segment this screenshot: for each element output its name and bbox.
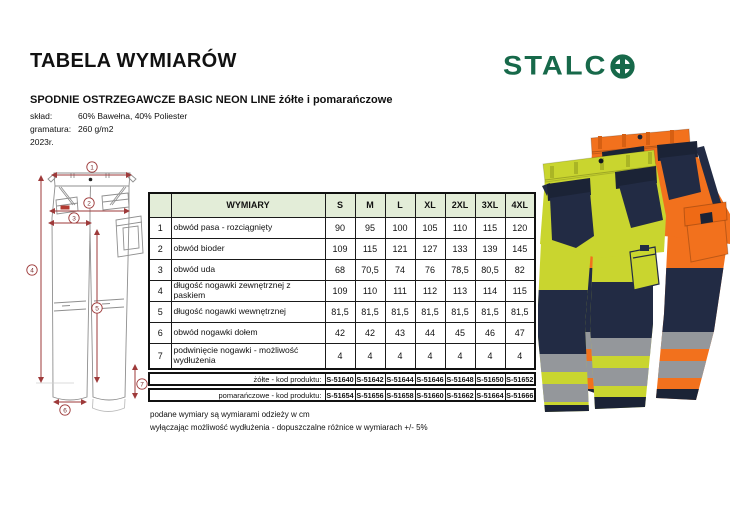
measurement-label: długość nogawki zewnętrznej z paskiem: [171, 280, 325, 301]
waist-button: [89, 178, 93, 182]
measurement-value: 44: [415, 322, 445, 343]
product-code: S-51662: [446, 390, 474, 400]
measurement-value: 110: [445, 217, 475, 238]
measurement-value: 90: [325, 217, 355, 238]
measurement-value: 42: [355, 322, 385, 343]
product-code: S-51650: [476, 374, 504, 384]
measurement-value: 109: [325, 238, 355, 259]
table-row: [149, 259, 535, 280]
spec-value: 260 g/m2: [78, 124, 114, 134]
measurement-value: 145: [505, 238, 535, 259]
spec-value: 60% Bawełna, 40% Poliester: [78, 111, 188, 121]
measurement-value: 81,5: [445, 301, 475, 322]
table-row: [149, 238, 535, 259]
size-column-header: 3XL: [475, 193, 505, 217]
measurement-value: 42: [325, 322, 355, 343]
callout-number: 4: [30, 267, 34, 275]
product-code-rows: [148, 372, 538, 402]
measurement-value: 4: [445, 343, 475, 369]
product-code: S-51642: [356, 374, 384, 384]
measurement-value: 70,5: [355, 259, 385, 280]
measurement-label: obwód uda: [171, 259, 325, 280]
spec-sklad: [30, 110, 187, 123]
measurement-value: 46: [475, 322, 505, 343]
table-header-row: [149, 193, 535, 217]
measurement-value: 4: [475, 343, 505, 369]
measurement-value: 114: [475, 280, 505, 301]
product-code: S-51654: [326, 390, 354, 400]
yellow-trousers-image: [538, 150, 666, 416]
callout-number: 3: [72, 215, 76, 223]
measurement-value: 81,5: [505, 301, 535, 322]
measurement-value: 112: [415, 280, 445, 301]
measurement-value: 4: [325, 343, 355, 369]
callout-number: 2: [87, 200, 91, 208]
stalco-logo: [503, 50, 636, 83]
product-code: S-51658: [386, 390, 414, 400]
product-code-table: [148, 372, 536, 386]
product-code: S-51648: [446, 374, 474, 384]
row-number: 1: [149, 217, 171, 238]
row-number: 2: [149, 238, 171, 259]
spec-label: skład:: [30, 111, 53, 121]
stalco-logo-text: STALC: [503, 51, 608, 81]
measurement-value: 115: [355, 238, 385, 259]
product-name: SPODNIE OSTRZEGAWCZE BASIC NEON LINE żółte i pomarańczowe: [30, 94, 393, 106]
table-row: [149, 217, 535, 238]
trousers-measurement-diagram: [16, 156, 150, 420]
product-code-table: [148, 388, 536, 402]
code-row-label: żółte - kod produktu:: [149, 373, 325, 385]
measurement-value: 68: [325, 259, 355, 280]
callout-number: 1: [90, 164, 94, 172]
measurement-value: 110: [355, 280, 385, 301]
row-number: 4: [149, 280, 171, 301]
spec-gramatura: [30, 123, 187, 136]
size-column-header: 2XL: [445, 193, 475, 217]
product-code-row: [149, 389, 535, 401]
measurement-value: 139: [475, 238, 505, 259]
table-header-wymiary: WYMIARY: [171, 193, 325, 217]
measurement-value: 4: [415, 343, 445, 369]
size-table: [148, 192, 538, 402]
measurement-value: 45: [445, 322, 475, 343]
code-row-label: pomarańczowe - kod produktu:: [149, 389, 325, 401]
product-code: S-51652: [506, 374, 534, 384]
row-number: 6: [149, 322, 171, 343]
product-code: S-51644: [386, 374, 414, 384]
measurement-value: 4: [355, 343, 385, 369]
measurement-label: długość nogawki wewnętrznej: [171, 301, 325, 322]
measurement-value: 80,5: [475, 259, 505, 280]
measurement-value: 81,5: [415, 301, 445, 322]
year-label: 2023r.: [30, 137, 54, 147]
brand-label-red: [61, 206, 70, 210]
product-specs: [30, 110, 187, 149]
measurement-value: 43: [385, 322, 415, 343]
row-number: 5: [149, 301, 171, 322]
measurement-value: 74: [385, 259, 415, 280]
table-row: [149, 343, 535, 369]
size-column-header: 4XL: [505, 193, 535, 217]
spec-label: gramatura:: [30, 124, 72, 134]
measurement-value: 81,5: [355, 301, 385, 322]
measurement-value: 4: [505, 343, 535, 369]
measurement-value: 111: [385, 280, 415, 301]
measurement-value: 81,5: [385, 301, 415, 322]
measurement-value: 76: [415, 259, 445, 280]
measurement-label: obwód bioder: [171, 238, 325, 259]
callout-number: 5: [95, 305, 99, 313]
measurement-value: 105: [415, 217, 445, 238]
product-code: S-51640: [326, 374, 354, 384]
footnote: podane wymiary są wymiarami odzieży w cm: [150, 410, 310, 419]
footnote: wyłączając możliwość wydłużenia - dopuszczalne różnice w wymiarach +/- 5%: [150, 423, 428, 432]
measurement-value: 4: [385, 343, 415, 369]
page-title: TABELA WYMIARÓW: [30, 50, 237, 72]
measurement-value: 113: [445, 280, 475, 301]
measurement-value: 81,5: [475, 301, 505, 322]
product-code-row: [149, 373, 535, 385]
measurement-value: 81,5: [325, 301, 355, 322]
measurement-label: podwinięcie nogawki - możliwość wydłużenia: [171, 343, 325, 369]
measurements-table: [148, 192, 536, 370]
product-code: S-51656: [356, 390, 384, 400]
table-row: [149, 322, 535, 343]
product-photo: [538, 126, 730, 416]
hem-extension-line: [93, 399, 126, 412]
callout-number: 6: [63, 407, 67, 415]
product-code: S-51664: [476, 390, 504, 400]
table-row: [149, 301, 535, 322]
measurement-label: obwód pasa - rozciągnięty: [171, 217, 325, 238]
product-code: S-51660: [416, 390, 444, 400]
measurement-value: 95: [355, 217, 385, 238]
size-column-header: M: [355, 193, 385, 217]
size-column-header: XL: [415, 193, 445, 217]
row-number: 3: [149, 259, 171, 280]
measurement-value: 121: [385, 238, 415, 259]
measurement-value: 100: [385, 217, 415, 238]
product-code: S-51666: [506, 390, 534, 400]
measurement-value: 127: [415, 238, 445, 259]
corner-cell: [149, 193, 171, 217]
product-code: S-51646: [416, 374, 444, 384]
measurement-value: 109: [325, 280, 355, 301]
table-row: [149, 280, 535, 301]
measurement-label: obwód nogawki dołem: [171, 322, 325, 343]
measurement-value: 120: [505, 217, 535, 238]
size-column-header: L: [385, 193, 415, 217]
size-column-header: S: [325, 193, 355, 217]
row-number: 7: [149, 343, 171, 369]
measurement-value: 133: [445, 238, 475, 259]
measurement-value: 115: [475, 217, 505, 238]
measurement-value: 115: [505, 280, 535, 301]
measurement-value: 82: [505, 259, 535, 280]
footnotes: [150, 408, 428, 434]
callout-number: 7: [140, 381, 144, 389]
measurement-value: 78,5: [445, 259, 475, 280]
dimension-lines: [41, 175, 135, 402]
stalco-logo-circle-plus-icon: [609, 53, 636, 80]
measurement-value: 47: [505, 322, 535, 343]
